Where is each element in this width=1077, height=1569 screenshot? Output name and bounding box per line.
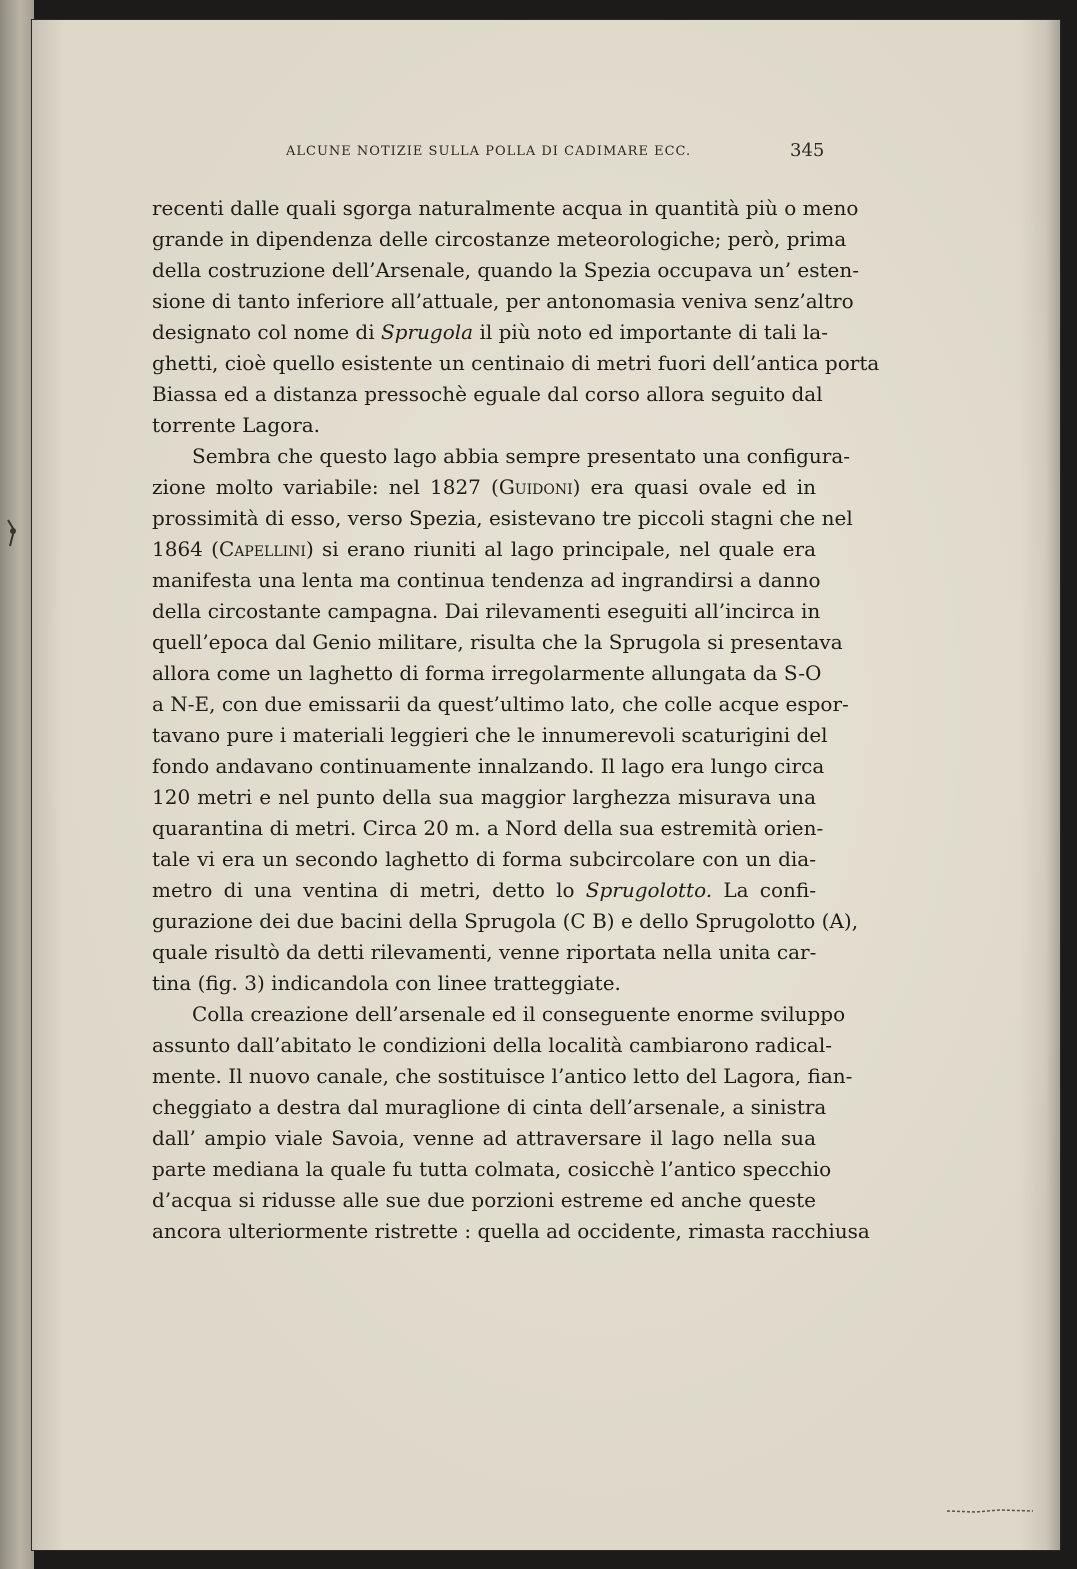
text-segment: allora come un laghetto di forma irregolarmente allungata da S-O: [152, 661, 822, 685]
text-segment: cheggiato a destra dal muraglione di cinta dell’arsenale, a sinistra: [152, 1095, 827, 1119]
text-line: [152, 1154, 832, 1185]
text-segment: tale vi era un secondo laghetto di forma subcircolare con un dia-: [152, 847, 816, 871]
text-line: [152, 596, 821, 627]
text-segment: ) si erano riuniti al lago principale, nel quale era: [305, 537, 816, 561]
text-segment: 1864 (: [152, 537, 219, 561]
text-segment: dall’ ampio viale Savoia, venne ad attraversare il lago nella sua: [152, 1126, 816, 1150]
text-line: [152, 627, 843, 658]
text-segment: manifesta una lenta ma continua tendenza ad ingrandirsi a danno: [152, 568, 821, 592]
text-line: [152, 875, 816, 906]
text-segment: ghetti, cioè quello esistente un centinaio di metri fuori dell’antica porta: [152, 351, 880, 375]
text-line: [152, 813, 824, 844]
text-line: [152, 1216, 870, 1247]
text-segment: della costruzione dell’Arsenale, quando la Spezia occupava un’ esten-: [152, 258, 860, 282]
text-segment: sione di tanto inferiore all’attuale, per antonomasia veniva senz’altro: [152, 289, 854, 313]
text-segment: gurazione dei due bacini della Sprugola (C B) e dello Sprugolotto (A),: [152, 909, 859, 933]
page-fore-edge: [1046, 20, 1060, 1550]
text-line: [152, 968, 816, 999]
text-line: [152, 193, 859, 224]
text-segment: il più noto ed importante di tali la-: [473, 320, 828, 344]
text-segment: Biassa ed a distanza pressochè eguale dal corso allora seguito dal: [152, 382, 823, 406]
author-citation: Capellini: [218, 537, 306, 561]
text-line: [152, 689, 849, 720]
text-line: [152, 317, 828, 348]
author-citation: Guidoni: [498, 475, 573, 499]
text-segment: ancora ulteriormente ristrette : quella ad occidente, rimasta racchiusa: [152, 1219, 870, 1243]
text-line: [152, 565, 821, 596]
text-segment: assunto dall’abitato le condizioni della località cambiarono radical-: [152, 1033, 833, 1057]
text-segment: recenti dalle quali sgorga naturalmente acqua in quantità più o meno: [152, 196, 859, 220]
text-segment: La confi-: [712, 878, 816, 902]
text-line: [152, 906, 859, 937]
book-page: [32, 20, 1060, 1550]
body-text: [152, 193, 880, 1247]
text-line: [152, 999, 846, 1030]
text-line: [152, 1092, 827, 1123]
text-segment: torrente Lagora.: [152, 413, 321, 437]
text-segment: grande in dipendenza delle circostanze meteorologiche; però, prima: [152, 227, 847, 251]
text-line: [152, 1061, 853, 1092]
paragraph-p3: [152, 999, 870, 1247]
text-segment: parte mediana la quale fu tutta colmata, cosicchè l’antico specchio: [152, 1157, 832, 1181]
text-segment: 120 metri e nel punto della sua maggior larghezza misurava una: [152, 785, 816, 809]
text-segment: Colla creazione dell’arsenale ed il conseguente enorme sviluppo: [192, 1002, 846, 1026]
text-line: [152, 255, 860, 286]
text-segment: metro di una ventina di metri, detto lo: [152, 878, 586, 902]
pencil-mark: [945, 1505, 1035, 1517]
text-line: [152, 1030, 833, 1061]
text-line: [152, 286, 854, 317]
text-segment: quale risultò da detti rilevamenti, venne riportata nella unita car-: [152, 940, 817, 964]
text-line: [152, 937, 816, 968]
text-segment: designato col nome di: [152, 320, 381, 344]
text-line: [152, 534, 816, 565]
text-line: [152, 782, 816, 813]
text-line: [152, 410, 816, 441]
text-line: [152, 379, 823, 410]
text-segment: a N-E, con due emissarii da quest’ultimo lato, che colle acque espor-: [152, 692, 849, 716]
italic-term: Sprugolotto.: [585, 878, 713, 902]
text-segment: della circostante campagna. Dai rilevamenti eseguiti all’incirca in: [152, 599, 821, 623]
text-segment: d’acqua si ridusse alle sue due porzioni estreme ed anche queste: [152, 1188, 816, 1212]
text-line: [152, 1123, 816, 1154]
text-segment: fondo andavano continuamente innalzando. Il lago era lungo circa: [152, 754, 825, 778]
italic-term: Sprugola: [380, 320, 474, 344]
page-number: 345: [790, 140, 825, 161]
text-segment: tina (fig. 3) indicandola con linee tratteggiate.: [152, 971, 621, 995]
text-segment: prossimità di esso, verso Spezia, esistevano tre piccoli stagni che nel: [152, 506, 853, 530]
text-line: [152, 1185, 816, 1216]
text-segment: quarantina di metri. Circa 20 m. a Nord della sua estremità orien-: [152, 816, 824, 840]
text-line: [152, 441, 850, 472]
paragraph-p1: [152, 193, 880, 441]
text-line: [152, 224, 847, 255]
text-segment: mente. Il nuovo canale, che sostituisce l’antico letto del Lagora, fian-: [152, 1064, 853, 1088]
previous-page-edge: [0, 0, 34, 1569]
text-line: [152, 503, 853, 534]
text-segment: ) era quasi ovale ed in: [572, 475, 816, 499]
text-segment: zione molto variabile: nel 1827 (: [152, 475, 499, 499]
binding-thread-mark: [4, 518, 24, 548]
text-segment: tavano pure i materiali leggieri che le innumerevoli scaturigini del: [152, 723, 828, 747]
paragraph-p2: [152, 441, 859, 999]
text-line: [152, 472, 816, 503]
text-line: [152, 751, 825, 782]
text-line: [152, 348, 880, 379]
text-line: [152, 844, 816, 875]
text-segment: Sembra che questo lago abbia sempre presentato una configura-: [192, 444, 850, 468]
running-header-title: ALCUNE NOTIZIE SULLA POLLA DI CADIMARE ECC.: [286, 144, 692, 159]
text-line: [152, 720, 828, 751]
text-line: [152, 658, 822, 689]
text-segment: quell’epoca dal Genio militare, risulta che la Sprugola si presentava: [152, 630, 843, 654]
